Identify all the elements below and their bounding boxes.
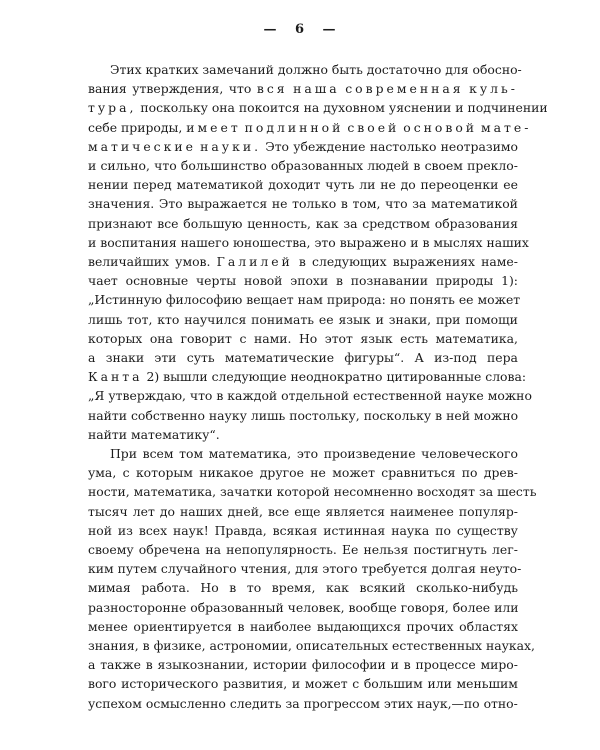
paragraph-1-line: Канта 2) вышли следующие неоднократно цитированные слова: xyxy=(88,369,527,385)
paragraph-2-line: менее ориентируется в наиболее выдающихся прочих областях xyxy=(88,618,518,634)
paragraph-1-line: вания утверждения, что вся наша современная куль- xyxy=(88,81,518,97)
paragraph-2-line: вого исторического развития, и может с большим или меньшим xyxy=(88,676,518,692)
paragraph-2-line: мимая работа. Но в то время, как всякий сколько-нибудь xyxy=(88,580,518,596)
paragraph-1-line: лишь тот, кто научился понимать ее язык и знаки, при помощи xyxy=(88,311,518,327)
paragraph-2-line: успехом осмысленно следить за прогрессом этих наук,—по отно- xyxy=(88,695,518,711)
folio-dash-left: — xyxy=(263,22,278,37)
paragraph-1-line: признают все большую ценность, как за средством образования xyxy=(88,215,518,231)
paragraph-1-line: „Истинную философию вещает нам природа: но понять ее может xyxy=(88,292,521,308)
paragraph-1-line: матические науки. Это убеждение настолько неотразимо xyxy=(88,138,518,154)
paragraph-2-line: своему обречена на непопулярность. Ее нельзя постигнуть лег- xyxy=(88,542,518,557)
page-number: 6 xyxy=(294,22,306,37)
paragraph-2-line: При всем том математика, это произведение человеческого xyxy=(110,446,518,461)
paragraph-1-line: „Я утверждаю, что в каждой отдельной естественной науке можно xyxy=(88,388,532,404)
paragraph-2-line: разносторонне образованный человек, вообще говоря, более или xyxy=(88,599,519,615)
paragraph-1-line: величайших умов. Галилей в следующих выражениях наме- xyxy=(88,254,518,269)
paragraph-1-line: чает основные черты новой эпохи в познавании природы 1): xyxy=(88,273,518,289)
paragraph-1-line: Этих кратких замечаний должно быть достаточно для обосно- xyxy=(110,62,522,77)
paragraph-1-line: нении перед математикой доходит чуть ли не до переоценки ее xyxy=(88,177,518,193)
paragraph-2-line: тысяч лет до наших дней, все еще является наименее популяр- xyxy=(88,503,518,519)
paragraph-1-line: а знаки эти суть математические фигуры“. А из-под пера xyxy=(88,350,518,365)
paragraph-2-line: а также в языкознании, истории философии и в процессе миро- xyxy=(88,657,518,673)
paragraph-2-line: ким путем случайного чтения, для этого требуется долгая неуто- xyxy=(88,561,522,577)
paragraph-1-line: значения. Это выражается не только в том, что за математикой xyxy=(88,196,518,212)
paragraph-1-line: и сильно, что большинство образованных людей в своем прекло- xyxy=(88,158,518,173)
paragraph-1-line: найти собственно науку лишь постольку, поскольку в ней можно xyxy=(88,407,519,423)
paragraph-1-line: которых она говорит с нами. Но этот язык есть математика, xyxy=(88,330,518,346)
paragraph-2-line: знания, в физике, астрономии, описательных естественных науках, xyxy=(88,638,535,653)
folio-dash-right: — xyxy=(322,22,337,37)
paragraph-2-line: ума, с которым никакое другое не может сравниться по древ- xyxy=(88,465,518,481)
paragraph-1-line: найти математику“. xyxy=(88,426,220,442)
page-folio xyxy=(0,22,600,37)
paragraph-1-line: тура, поскольку она покоится на духовном уяснении и подчинении xyxy=(88,100,548,116)
paragraph-1-line: и воспитания нашего юношества, это выражено и в мыслях наших xyxy=(88,234,529,250)
paragraph-2-line: ной из всех наук! Правда, всякая истинная наука по существу xyxy=(88,522,518,538)
paragraph-2-line: ности, математика, зачатки которой несомненно восходят за шесть xyxy=(88,484,537,500)
paragraph-1-line: себе природы, имеет подлинной своей основой мате- xyxy=(88,119,532,135)
